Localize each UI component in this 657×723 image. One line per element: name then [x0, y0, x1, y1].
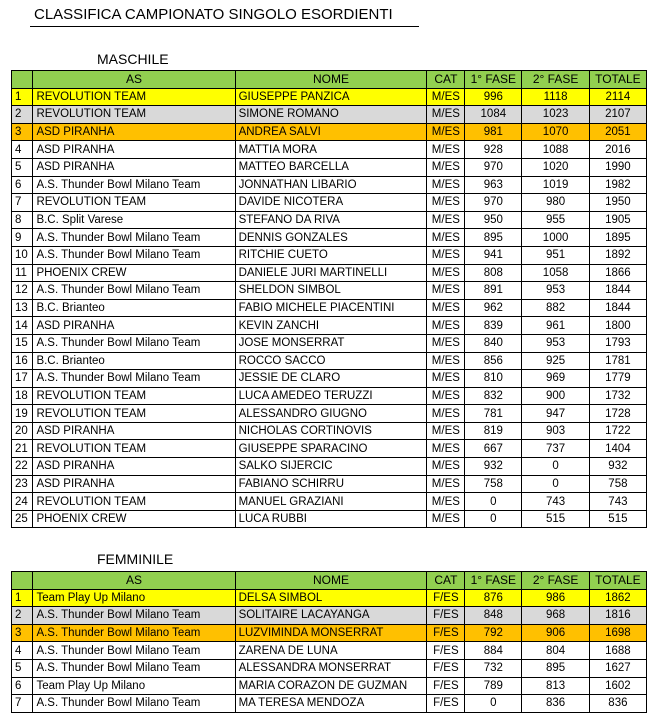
- cell-as: PHOENIX CREW: [33, 264, 235, 282]
- cell-cat: M/ES: [427, 246, 465, 264]
- header-totale: TOTALE: [589, 71, 646, 89]
- cell-cat: F/ES: [427, 607, 465, 625]
- cell-totale: 1866: [589, 264, 646, 282]
- cell-cat: M/ES: [427, 176, 465, 194]
- cell-totale: 1800: [589, 317, 646, 335]
- table-row: [12, 589, 647, 607]
- cell-as: REVOLUTION TEAM: [33, 106, 235, 124]
- cell-fase1: 962: [465, 299, 522, 317]
- cell-fase1: 732: [465, 659, 522, 677]
- cell-rank: 22: [12, 458, 33, 476]
- table-row: [12, 422, 647, 440]
- cell-fase1: 891: [465, 282, 522, 300]
- cell-fase2: 1023: [522, 106, 589, 124]
- header-fase1: 1° FASE: [465, 572, 522, 590]
- cell-rank: 1: [12, 589, 33, 607]
- cell-fase1: 981: [465, 123, 522, 141]
- cell-fase1: 810: [465, 370, 522, 388]
- cell-nome: DAVIDE NICOTERA: [235, 194, 427, 212]
- cell-cat: M/ES: [427, 211, 465, 229]
- page-title: CLASSIFICA CAMPIONATO SINGOLO ESORDIENTI: [34, 6, 393, 23]
- cell-totale: 1905: [589, 211, 646, 229]
- cell-cat: M/ES: [427, 158, 465, 176]
- table-row: [12, 317, 647, 335]
- cell-totale: 1844: [589, 299, 646, 317]
- cell-cat: M/ES: [427, 370, 465, 388]
- cell-as: ASD PIRANHA: [33, 422, 235, 440]
- cell-totale: 2107: [589, 106, 646, 124]
- cell-cat: M/ES: [427, 88, 465, 106]
- table-row: [12, 405, 647, 423]
- cell-rank: 19: [12, 405, 33, 423]
- cell-rank: 25: [12, 510, 33, 528]
- cell-totale: 1982: [589, 176, 646, 194]
- cell-rank: 16: [12, 352, 33, 370]
- cell-rank: 17: [12, 370, 33, 388]
- cell-fase2: 1058: [522, 264, 589, 282]
- cell-rank: 5: [12, 659, 33, 677]
- cell-fase2: 980: [522, 194, 589, 212]
- header-cat: CAT: [427, 71, 465, 89]
- cell-rank: 2: [12, 607, 33, 625]
- cell-fase2: 1020: [522, 158, 589, 176]
- cell-nome: MANUEL GRAZIANI: [235, 493, 427, 511]
- cell-fase2: 1000: [522, 229, 589, 247]
- table-row: [12, 106, 647, 124]
- cell-totale: 1895: [589, 229, 646, 247]
- cell-totale: 2114: [589, 88, 646, 106]
- cell-nome: SOLITAIRE LACAYANGA: [235, 607, 427, 625]
- cell-cat: F/ES: [427, 624, 465, 642]
- cell-totale: 743: [589, 493, 646, 511]
- cell-cat: M/ES: [427, 194, 465, 212]
- cell-as: A.S. Thunder Bowl Milano Team: [33, 229, 235, 247]
- cell-cat: M/ES: [427, 282, 465, 300]
- table-row: [12, 88, 647, 106]
- cell-rank: 7: [12, 695, 33, 713]
- cell-fase2: 986: [522, 589, 589, 607]
- table-row: [12, 299, 647, 317]
- cell-as: A.S. Thunder Bowl Milano Team: [33, 659, 235, 677]
- cell-as: Team Play Up Milano: [33, 589, 235, 607]
- cell-cat: M/ES: [427, 123, 465, 141]
- cell-rank: 7: [12, 194, 33, 212]
- cell-cat: F/ES: [427, 677, 465, 695]
- cell-fase1: 932: [465, 458, 522, 476]
- cell-rank: 4: [12, 642, 33, 660]
- cell-fase1: 856: [465, 352, 522, 370]
- header-nome: NOME: [235, 572, 427, 590]
- cell-fase2: 895: [522, 659, 589, 677]
- cell-fase2: 515: [522, 510, 589, 528]
- cell-nome: ALESSANDRA MONSERRAT: [235, 659, 427, 677]
- cell-fase1: 1084: [465, 106, 522, 124]
- cell-rank: 9: [12, 229, 33, 247]
- table-row: [12, 387, 647, 405]
- cell-rank: 2: [12, 106, 33, 124]
- cell-cat: F/ES: [427, 695, 465, 713]
- cell-rank: 4: [12, 141, 33, 159]
- cell-totale: 1779: [589, 370, 646, 388]
- cell-cat: M/ES: [427, 106, 465, 124]
- cell-fase1: 876: [465, 589, 522, 607]
- cell-rank: 8: [12, 211, 33, 229]
- cell-fase1: 0: [465, 695, 522, 713]
- cell-cat: M/ES: [427, 299, 465, 317]
- table-row: [12, 642, 647, 660]
- cell-totale: 1722: [589, 422, 646, 440]
- header-nome: NOME: [235, 71, 427, 89]
- cell-fase1: 950: [465, 211, 522, 229]
- cell-rank: 13: [12, 299, 33, 317]
- cell-fase2: 1088: [522, 141, 589, 159]
- cell-fase2: 1118: [522, 88, 589, 106]
- header-rank: [12, 71, 33, 89]
- cell-totale: 1793: [589, 334, 646, 352]
- table-header: [12, 572, 647, 590]
- cell-totale: 1950: [589, 194, 646, 212]
- table-row: [12, 352, 647, 370]
- cell-cat: M/ES: [427, 422, 465, 440]
- cell-nome: STEFANO DA RIVA: [235, 211, 427, 229]
- cell-fase1: 941: [465, 246, 522, 264]
- cell-totale: 1688: [589, 642, 646, 660]
- cell-fase2: 1070: [522, 123, 589, 141]
- cell-totale: 2016: [589, 141, 646, 159]
- cell-cat: M/ES: [427, 334, 465, 352]
- cell-as: ASD PIRANHA: [33, 317, 235, 335]
- cell-cat: M/ES: [427, 229, 465, 247]
- cell-nome: JONNATHAN LIBARIO: [235, 176, 427, 194]
- table-row: [12, 229, 647, 247]
- cell-nome: NICHOLAS CORTINOVIS: [235, 422, 427, 440]
- table-row: [12, 194, 647, 212]
- cell-nome: RITCHIE CUETO: [235, 246, 427, 264]
- table-row: [12, 458, 647, 476]
- cell-fase1: 667: [465, 440, 522, 458]
- table-row: [12, 246, 647, 264]
- cell-totale: 515: [589, 510, 646, 528]
- header-as: AS: [33, 572, 235, 590]
- cell-rank: 6: [12, 677, 33, 695]
- cell-nome: JESSIE DE CLARO: [235, 370, 427, 388]
- cell-nome: ROCCO SACCO: [235, 352, 427, 370]
- cell-fase1: 963: [465, 176, 522, 194]
- cell-as: REVOLUTION TEAM: [33, 387, 235, 405]
- cell-totale: 1990: [589, 158, 646, 176]
- header-fase2: 2° FASE: [522, 572, 589, 590]
- cell-as: A.S. Thunder Bowl Milano Team: [33, 176, 235, 194]
- header-totale: TOTALE: [589, 572, 646, 590]
- header-fase1: 1° FASE: [465, 71, 522, 89]
- cell-as: ASD PIRANHA: [33, 458, 235, 476]
- cell-rank: 3: [12, 624, 33, 642]
- cell-nome: DENNIS GONZALES: [235, 229, 427, 247]
- header-rank: [12, 572, 33, 590]
- cell-totale: 932: [589, 458, 646, 476]
- cell-totale: 1844: [589, 282, 646, 300]
- cell-fase1: 839: [465, 317, 522, 335]
- cell-as: A.S. Thunder Bowl Milano Team: [33, 282, 235, 300]
- section-title-femminile: FEMMINILE: [97, 551, 174, 567]
- cell-rank: 14: [12, 317, 33, 335]
- cell-fase2: 906: [522, 624, 589, 642]
- cell-as: B.C. Brianteo: [33, 352, 235, 370]
- cell-totale: 758: [589, 475, 646, 493]
- table-row: [12, 659, 647, 677]
- cell-nome: FABIO MICHELE PIACENTINI: [235, 299, 427, 317]
- cell-as: PHOENIX CREW: [33, 510, 235, 528]
- cell-nome: DELSA SIMBOL: [235, 589, 427, 607]
- cell-fase1: 792: [465, 624, 522, 642]
- cell-as: REVOLUTION TEAM: [33, 405, 235, 423]
- cell-fase2: 968: [522, 607, 589, 625]
- cell-as: ASD PIRANHA: [33, 123, 235, 141]
- cell-fase2: 882: [522, 299, 589, 317]
- table-row: [12, 440, 647, 458]
- table-row: [12, 510, 647, 528]
- cell-fase2: 743: [522, 493, 589, 511]
- cell-fase1: 848: [465, 607, 522, 625]
- cell-fase2: 961: [522, 317, 589, 335]
- cell-fase1: 808: [465, 264, 522, 282]
- table-row: [12, 334, 647, 352]
- cell-fase2: 900: [522, 387, 589, 405]
- cell-as: A.S. Thunder Bowl Milano Team: [33, 370, 235, 388]
- cell-fase2: 903: [522, 422, 589, 440]
- cell-as: ASD PIRANHA: [33, 141, 235, 159]
- cell-nome: ANDREA SALVI: [235, 123, 427, 141]
- cell-rank: 3: [12, 123, 33, 141]
- cell-fase2: 836: [522, 695, 589, 713]
- cell-rank: 12: [12, 282, 33, 300]
- cell-totale: 1862: [589, 589, 646, 607]
- cell-rank: 5: [12, 158, 33, 176]
- cell-fase2: 804: [522, 642, 589, 660]
- cell-fase1: 928: [465, 141, 522, 159]
- cell-fase1: 970: [465, 194, 522, 212]
- table-body-maschile: [12, 88, 647, 528]
- section-title-maschile: MASCHILE: [97, 51, 169, 67]
- cell-fase2: 951: [522, 246, 589, 264]
- cell-as: Team Play Up Milano: [33, 677, 235, 695]
- cell-nome: FABIANO SCHIRRU: [235, 475, 427, 493]
- cell-fase1: 819: [465, 422, 522, 440]
- cell-nome: MATTIA MORA: [235, 141, 427, 159]
- cell-fase2: 737: [522, 440, 589, 458]
- cell-cat: M/ES: [427, 264, 465, 282]
- cell-nome: GIUSEPPE SPARACINO: [235, 440, 427, 458]
- cell-fase1: 895: [465, 229, 522, 247]
- cell-fase2: 1019: [522, 176, 589, 194]
- cell-rank: 18: [12, 387, 33, 405]
- cell-cat: M/ES: [427, 475, 465, 493]
- table-row: [12, 607, 647, 625]
- header-as: AS: [33, 71, 235, 89]
- cell-fase1: 0: [465, 493, 522, 511]
- cell-totale: 836: [589, 695, 646, 713]
- table-body-femminile: [12, 589, 647, 712]
- cell-fase2: 947: [522, 405, 589, 423]
- cell-totale: 1816: [589, 607, 646, 625]
- cell-nome: LUCA AMEDEO TERUZZI: [235, 387, 427, 405]
- cell-fase1: 781: [465, 405, 522, 423]
- cell-nome: MATTEO BARCELLA: [235, 158, 427, 176]
- title-underline: [30, 26, 419, 27]
- cell-fase1: 996: [465, 88, 522, 106]
- cell-fase1: 970: [465, 158, 522, 176]
- table-row: [12, 176, 647, 194]
- cell-as: REVOLUTION TEAM: [33, 440, 235, 458]
- cell-totale: 1781: [589, 352, 646, 370]
- cell-nome: SIMONE ROMANO: [235, 106, 427, 124]
- cell-cat: F/ES: [427, 589, 465, 607]
- cell-nome: MARIA CORAZON DE GUZMAN: [235, 677, 427, 695]
- cell-nome: LUCA RUBBI: [235, 510, 427, 528]
- cell-cat: M/ES: [427, 141, 465, 159]
- table-femminile: [11, 571, 647, 713]
- cell-totale: 1732: [589, 387, 646, 405]
- cell-rank: 6: [12, 176, 33, 194]
- cell-fase1: 840: [465, 334, 522, 352]
- cell-totale: 1602: [589, 677, 646, 695]
- header-fase2: 2° FASE: [522, 71, 589, 89]
- cell-nome: KEVIN ZANCHI: [235, 317, 427, 335]
- cell-as: B.C. Split Varese: [33, 211, 235, 229]
- cell-cat: M/ES: [427, 352, 465, 370]
- table-row: [12, 695, 647, 713]
- cell-fase2: 953: [522, 282, 589, 300]
- cell-rank: 24: [12, 493, 33, 511]
- cell-cat: M/ES: [427, 405, 465, 423]
- table-row: [12, 141, 647, 159]
- cell-as: ASD PIRANHA: [33, 475, 235, 493]
- table-row: [12, 158, 647, 176]
- table-row: [12, 211, 647, 229]
- cell-as: REVOLUTION TEAM: [33, 194, 235, 212]
- cell-totale: 2051: [589, 123, 646, 141]
- cell-cat: M/ES: [427, 440, 465, 458]
- cell-cat: M/ES: [427, 458, 465, 476]
- cell-nome: JOSE MONSERRAT: [235, 334, 427, 352]
- cell-nome: SALKO SIJERCIC: [235, 458, 427, 476]
- cell-nome: LUZVIMINDA MONSERRAT: [235, 624, 427, 642]
- cell-nome: ALESSANDRO GIUGNO: [235, 405, 427, 423]
- cell-rank: 23: [12, 475, 33, 493]
- cell-cat: M/ES: [427, 510, 465, 528]
- cell-as: A.S. Thunder Bowl Milano Team: [33, 642, 235, 660]
- cell-fase1: 884: [465, 642, 522, 660]
- table-row: [12, 493, 647, 511]
- cell-as: REVOLUTION TEAM: [33, 493, 235, 511]
- cell-totale: 1404: [589, 440, 646, 458]
- cell-totale: 1627: [589, 659, 646, 677]
- cell-rank: 10: [12, 246, 33, 264]
- cell-fase2: 813: [522, 677, 589, 695]
- cell-fase1: 789: [465, 677, 522, 695]
- cell-nome: ZARENA DE LUNA: [235, 642, 427, 660]
- cell-as: B.C. Brianteo: [33, 299, 235, 317]
- cell-rank: 20: [12, 422, 33, 440]
- cell-totale: 1698: [589, 624, 646, 642]
- cell-nome: DANIELE JURI MARTINELLI: [235, 264, 427, 282]
- cell-fase2: 969: [522, 370, 589, 388]
- cell-nome: SHELDON SIMBOL: [235, 282, 427, 300]
- cell-as: A.S. Thunder Bowl Milano Team: [33, 624, 235, 642]
- table-row: [12, 677, 647, 695]
- cell-fase1: 758: [465, 475, 522, 493]
- table-header: [12, 71, 647, 89]
- cell-as: A.S. Thunder Bowl Milano Team: [33, 695, 235, 713]
- cell-cat: M/ES: [427, 387, 465, 405]
- cell-nome: GIUSEPPE PANZICA: [235, 88, 427, 106]
- cell-fase1: 832: [465, 387, 522, 405]
- cell-as: ASD PIRANHA: [33, 158, 235, 176]
- cell-totale: 1892: [589, 246, 646, 264]
- cell-cat: F/ES: [427, 659, 465, 677]
- cell-cat: F/ES: [427, 642, 465, 660]
- table-row: [12, 282, 647, 300]
- cell-fase2: 0: [522, 475, 589, 493]
- cell-as: A.S. Thunder Bowl Milano Team: [33, 246, 235, 264]
- cell-fase2: 0: [522, 458, 589, 476]
- cell-totale: 1728: [589, 405, 646, 423]
- cell-rank: 11: [12, 264, 33, 282]
- cell-fase2: 953: [522, 334, 589, 352]
- table-row: [12, 370, 647, 388]
- cell-nome: MA TERESA MENDOZA: [235, 695, 427, 713]
- table-row: [12, 264, 647, 282]
- cell-fase2: 925: [522, 352, 589, 370]
- cell-cat: M/ES: [427, 493, 465, 511]
- cell-fase1: 0: [465, 510, 522, 528]
- table-row: [12, 624, 647, 642]
- cell-as: A.S. Thunder Bowl Milano Team: [33, 607, 235, 625]
- cell-cat: M/ES: [427, 317, 465, 335]
- cell-rank: 15: [12, 334, 33, 352]
- cell-fase2: 955: [522, 211, 589, 229]
- cell-rank: 1: [12, 88, 33, 106]
- cell-as: A.S. Thunder Bowl Milano Team: [33, 334, 235, 352]
- table-row: [12, 123, 647, 141]
- table-row: [12, 475, 647, 493]
- cell-rank: 21: [12, 440, 33, 458]
- header-cat: CAT: [427, 572, 465, 590]
- table-maschile: [11, 70, 647, 528]
- cell-as: REVOLUTION TEAM: [33, 88, 235, 106]
